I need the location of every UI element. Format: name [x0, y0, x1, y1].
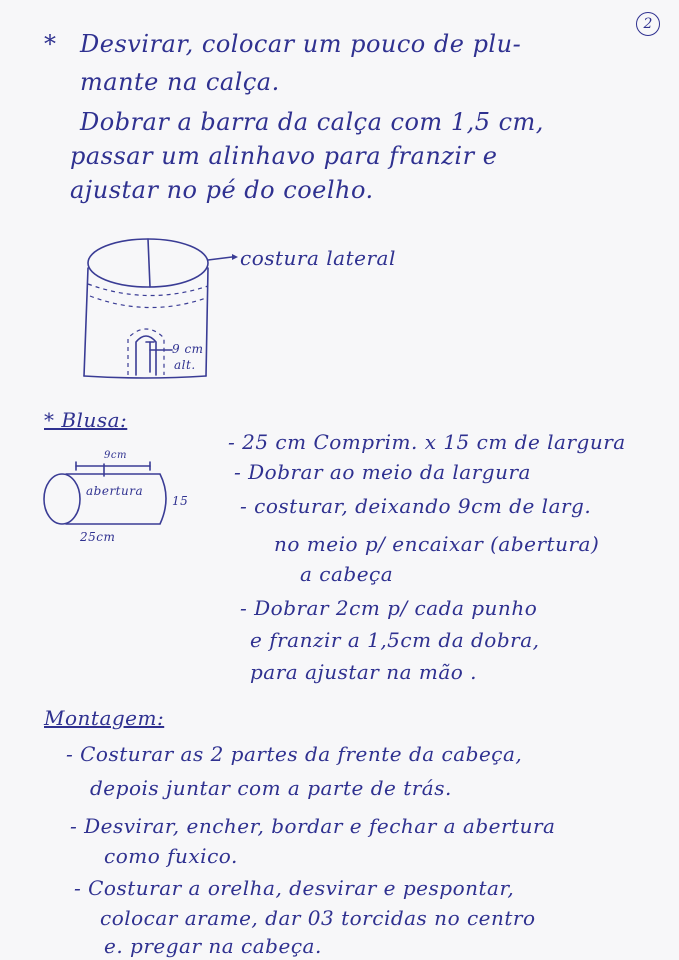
page-number: 2 [636, 12, 660, 36]
blouse-side-label: 15 [172, 494, 189, 508]
pants-height-label-2: alt. [174, 358, 196, 372]
blusa-line-2: - Dobrar ao meio da largura [234, 460, 531, 484]
blouse-bottom-label: 25cm [80, 530, 116, 544]
blouse-inner-label: abertura [86, 484, 144, 498]
pants-height-label-1: 9 cm [172, 342, 204, 356]
section1-line-5: ajustar no pé do coelho. [70, 176, 374, 204]
section1-line-1: Desvirar, colocar um pouco de plu- [80, 30, 522, 58]
montagem-line-6: colocar arame, dar 03 torcidas no centro [100, 906, 536, 930]
blusa-line-7: e franzir a 1,5cm da dobra, [250, 628, 540, 652]
montagem-line-4: como fuxico. [104, 844, 238, 868]
section1-line-2: mante na calça. [80, 68, 280, 96]
montagem-line-1: - Costurar as 2 partes da frente da cabeça, [66, 742, 523, 766]
section1-line-3: Dobrar a barra da calça com 1,5 cm, [80, 108, 544, 136]
montagem-line-7: e. pregar na cabeça. [104, 934, 322, 958]
blusa-line-6: - Dobrar 2cm p/ cada punho [240, 596, 538, 620]
blusa-line-1: - 25 cm Comprim. x 15 cm de largura [228, 430, 626, 454]
blusa-heading: * Blusa: [44, 408, 128, 432]
montagem-heading: Montagem: [44, 706, 165, 730]
montagem-line-2: depois juntar com a parte de trás. [90, 776, 452, 800]
montagem-line-3: - Desvirar, encher, bordar e fechar a abertura [70, 814, 556, 838]
montagem-line-5: - Costurar a orelha, desvirar e pespontar, [74, 876, 515, 900]
blusa-line-3: - costurar, deixando 9cm de larg. [240, 494, 592, 518]
blouse-top-label: 9cm [104, 450, 127, 461]
blusa-line-4: no meio p/ encaixar (abertura) [274, 532, 600, 556]
section1-line-4: passar um alinhavo para franzir e [70, 142, 498, 170]
blusa-line-8: para ajustar na mão . [250, 660, 478, 684]
blusa-line-5: a cabeça [300, 562, 394, 586]
section1-bullet: * [44, 30, 57, 58]
side-seam-label: costura lateral [240, 246, 396, 270]
